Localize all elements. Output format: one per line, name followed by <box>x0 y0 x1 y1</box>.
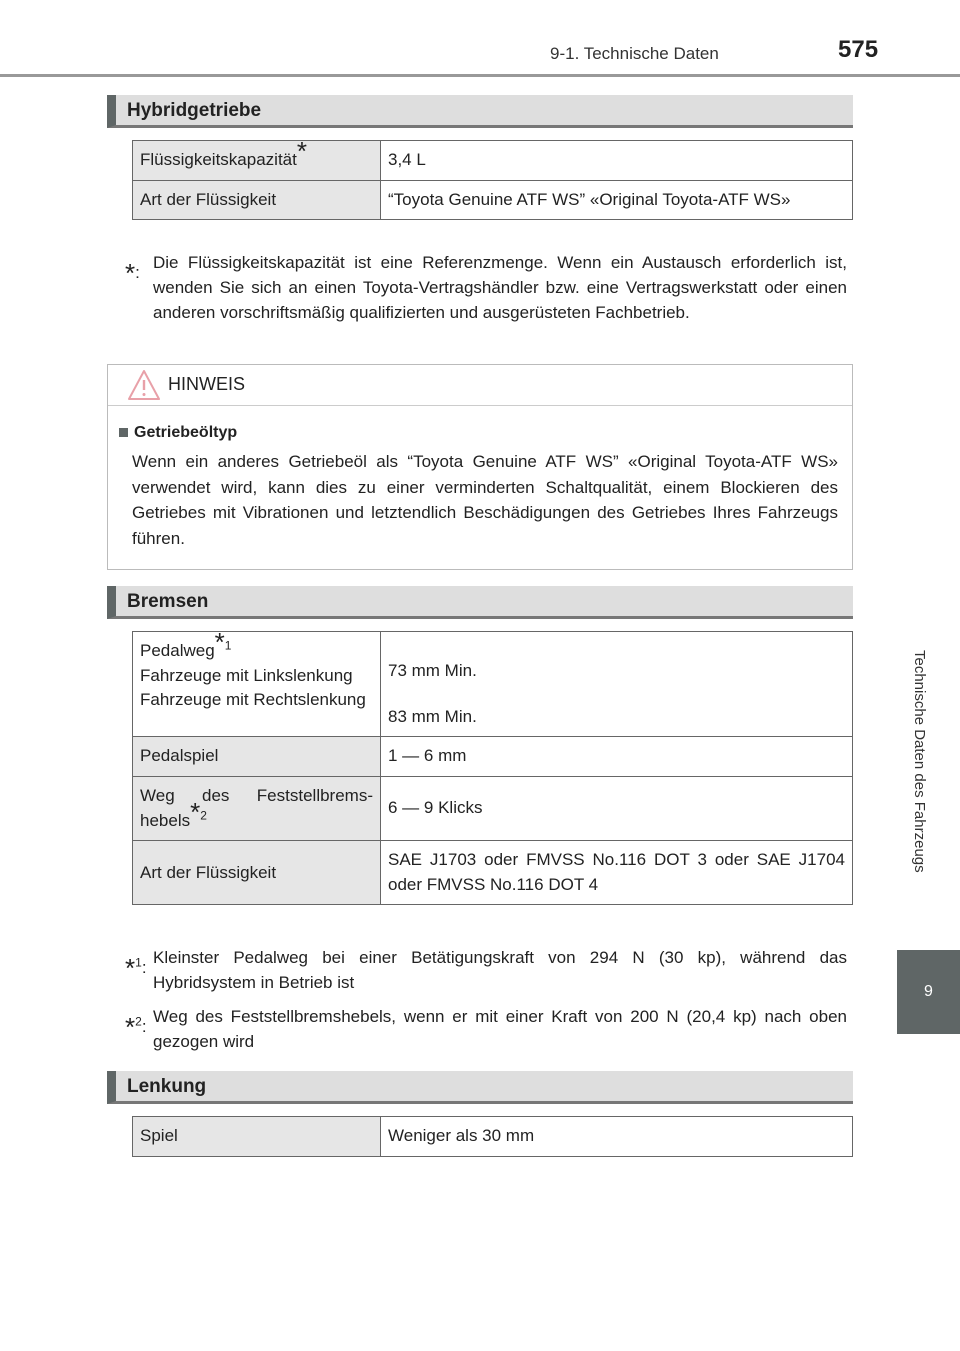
warning-triangle-icon <box>127 369 161 401</box>
table-value-cell: 1 — 6 mm <box>381 737 853 777</box>
bremsen-table <box>132 627 853 905</box>
table-value-cell: SAE J1703 oder FMVSS No.116 DOT 3 oder SAE J1704 oder FMVSS No.116 DOT 4 <box>381 841 853 905</box>
hinweis-box <box>107 364 853 570</box>
table-value-cell: Weniger als 30 mm <box>381 1117 853 1157</box>
hinweis-header <box>108 365 852 406</box>
table-row <box>133 737 853 777</box>
table-value-cell: 3,4 L <box>381 141 853 181</box>
hinweis-subheading: Getriebeöltyp <box>119 424 237 442</box>
footnote-marker: *: <box>125 258 140 288</box>
table-value-cell: 6 — 9 Klicks <box>381 776 853 840</box>
table-label-cell: Pedalweg$^{*1}$ Fahrzeuge mit Linkslenkung Fahrzeuge mit Rechtslenkung <box>133 632 381 737</box>
hinweis-text: Wenn ein anderes Getriebeöl als “Toyota Genuine ATF WS” «Original Toyota-ATF WS» verwendet wird, kann dies zu einer verminderten Schaltqualität, einem Blockieren des Getriebes mit Vibrationen und letztendlich Beschädigungen des Getriebes Ihres Fahrzeugs führen. <box>132 452 838 548</box>
footnote-marker: *$^1$: <box>125 953 147 983</box>
footnote-bremsen-2 <box>125 1004 847 1054</box>
hinweis-label: HINWEIS <box>168 374 246 394</box>
table-row <box>133 632 853 737</box>
table-label-cell: Art der Flüssigkeit <box>133 841 381 905</box>
table-label-cell: Flüssigkeitskapazität* <box>133 141 381 181</box>
footnote-hybridgetriebe <box>125 250 847 325</box>
footnote-marker: *$^2$: <box>125 1012 147 1042</box>
footnote-text: Die Flüssigkeitskapazität ist eine Referenzmenge. Wenn ein Austausch erforderlich ist, wenden Sie sich an einen Toyota-Vertragshändler bzw. eine Vertragswerkstatt oder einen anderen vorschriftsmäßig qualifizierten und ausgerüsteten Fachbetrieb. <box>153 253 847 323</box>
page-number: 575 <box>838 36 879 63</box>
footnote-bremsen-1 <box>125 945 847 995</box>
table-value-cell: 73 mm Min. 83 mm Min. <box>381 632 853 737</box>
chapter-number: 9 <box>924 983 933 1000</box>
table-row <box>133 776 853 840</box>
table-label-cell: Weg des Feststellbremshebels$^{*2}$ <box>133 776 381 840</box>
section-heading-lenkung: Lenkung <box>107 1071 853 1104</box>
table-label-cell: Art der Flüssigkeit <box>133 180 381 220</box>
table-row <box>133 841 853 905</box>
section-heading-bremsen: Bremsen <box>107 586 853 619</box>
footnote-text: Kleinster Pedalweg bei einer Betätigungskraft von 294 N (30 kp), während das Hybridsystem in Betrieb ist <box>153 948 847 993</box>
table-label-cell: Spiel <box>133 1117 381 1157</box>
table-row <box>133 141 853 181</box>
lenkung-table <box>132 1116 853 1157</box>
hybridgetriebe-table <box>132 136 853 220</box>
footnote-text: Weg des Feststellbremshebels, wenn er mit einer Kraft von 200 N (20,4 kp) nach oben gezogen wird <box>153 1007 847 1052</box>
table-row <box>133 180 853 220</box>
table-value-cell: “Toyota Genuine ATF WS” «Original Toyota-ATF WS» <box>381 180 853 220</box>
section-heading-hybridgetriebe: Hybridgetriebe <box>107 95 853 128</box>
header-rule <box>0 74 960 77</box>
table-label-cell: Pedalspiel <box>133 737 381 777</box>
header-section-title: 9-1. Technische Daten <box>550 44 719 63</box>
chapter-tab[interactable] <box>897 950 960 1034</box>
chapter-side-title: Technische Daten des Fahrzeugs <box>911 650 928 873</box>
table-row <box>133 1117 853 1157</box>
square-bullet-icon <box>119 428 128 437</box>
